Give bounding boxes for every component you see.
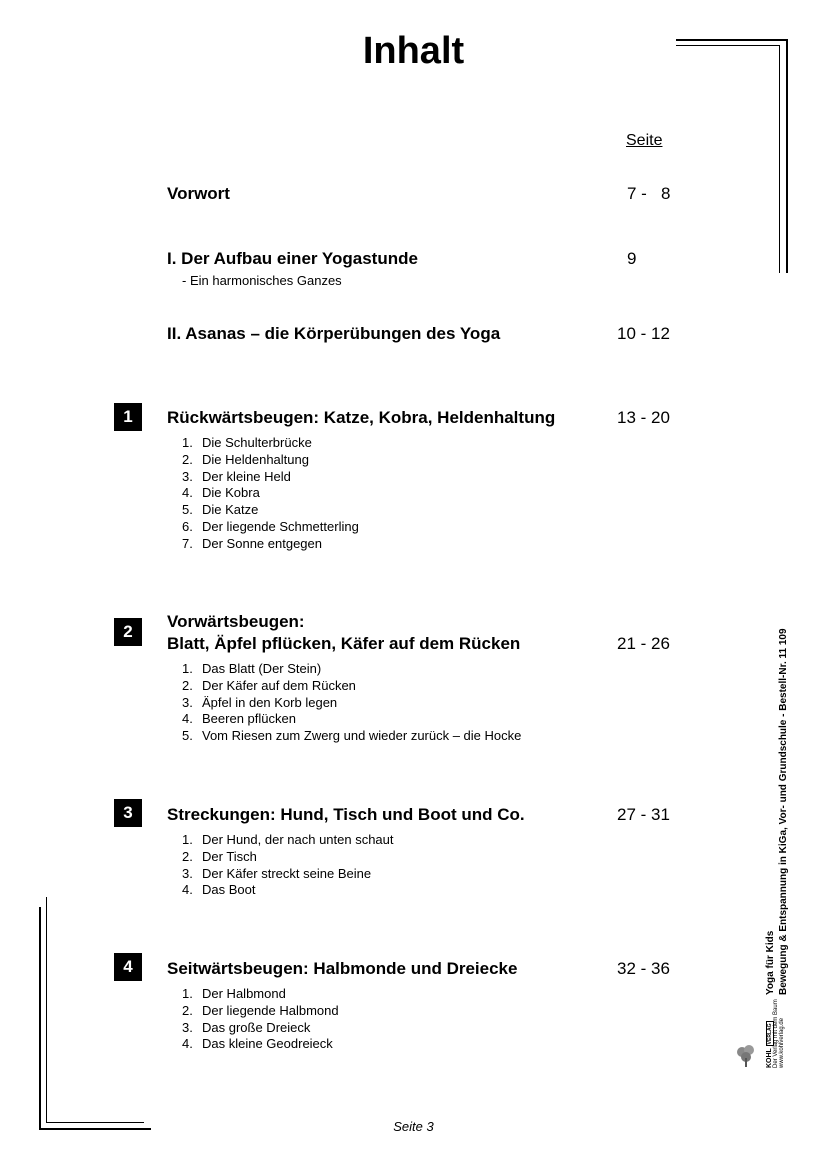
list-item: 1. Das Blatt (Der Stein) — [182, 661, 322, 676]
list-item: 1. Die Schulterbrücke — [182, 435, 312, 450]
chapter-heading: Blatt, Äpfel pflücken, Käfer auf dem Rücken — [167, 634, 521, 653]
chapter-pages: 13 - 20 — [617, 408, 670, 427]
list-item: 4. Beeren pflücken — [182, 711, 296, 727]
logo-tag: VERLAG — [767, 1023, 773, 1045]
list-item: 2. Der Käfer auf dem Rücken — [182, 677, 356, 693]
chapter-pages: 32 - 36 — [617, 959, 670, 978]
chapter-number-badge: 3 — [114, 799, 142, 827]
list-item: 4. Das Boot — [182, 882, 256, 898]
frame-top-right-v1 — [786, 39, 788, 273]
chapter-pages: 21 - 26 — [617, 634, 670, 653]
logo-name: KOHL — [766, 1048, 773, 1068]
chapter-heading: Streckungen: Hund, Tisch und Boot und Co. — [167, 805, 525, 824]
chapter-item-list — [182, 435, 359, 553]
list-item: 2. Der liegende Halbmond — [182, 1002, 339, 1018]
toc-sub-aufbau: - Ein harmonisches Ganzes — [182, 273, 342, 288]
toc-pages-asanas: 10 - 12 — [617, 324, 670, 343]
toc-pages-vorwort: 7 - 8 — [627, 184, 671, 203]
list-item: 5. Vom Riesen zum Zwerg und wieder zurück – die Hocke — [182, 728, 522, 744]
list-item: 3. Der kleine Held — [182, 468, 291, 484]
list-item: 2. Der Tisch — [182, 848, 257, 864]
logo-slogan: Der Verlag mit dem Baum — [773, 999, 779, 1068]
list-item: 1. Der Halbmond — [182, 986, 286, 1001]
chapter-item-list — [182, 661, 521, 745]
page-title: Inhalt — [362, 30, 465, 72]
chapter-heading: Rückwärtsbeugen: Katze, Kobra, Heldenhaltung — [167, 408, 556, 427]
list-item: 2. Die Heldenhaltung — [182, 451, 309, 467]
list-item: 3. Der Käfer streckt seine Beine — [182, 865, 372, 881]
list-item: 6. Der liegende Schmetterling — [182, 518, 359, 534]
sidebar-product-info — [764, 465, 790, 995]
frame-bottom-left-v1 — [39, 907, 41, 1129]
sidebar-title: Yoga für Kids — [765, 930, 776, 995]
chapter-number-badge: 2 — [114, 618, 142, 646]
list-item: 3. Äpfel in den Korb legen — [182, 694, 338, 710]
frame-bottom-left-v2 — [46, 897, 47, 1123]
chapter-number-badge: 4 — [114, 953, 142, 981]
list-item: 4. Das kleine Geodreieck — [182, 1036, 333, 1052]
sidebar-subtitle: Bewegung & Entspannung in KiGa, Vor- und Grundschule - Bestell-Nr. 11 109 — [778, 628, 789, 995]
list-item: 7. Der Sonne entgegen — [182, 535, 322, 551]
frame-top-right-v2 — [779, 45, 780, 273]
chapter-heading-line1: Vorwärtsbeugen: — [167, 612, 305, 631]
logo-url: www.kohlverlag.de — [779, 1017, 785, 1068]
chapter-item-list — [182, 986, 339, 1053]
chapter-pages: 27 - 31 — [617, 805, 670, 824]
tree-icon — [736, 1044, 756, 1068]
list-item: 3. Das große Dreieck — [182, 1019, 311, 1035]
toc-heading-vorwort: Vorwort — [167, 184, 230, 203]
chapter-number-badge: 1 — [114, 403, 142, 431]
list-item: 4. Die Kobra — [182, 485, 260, 501]
seite-column-header: Seite — [626, 132, 663, 149]
publisher-logo — [736, 1000, 786, 1072]
toc-heading-aufbau: I. Der Aufbau einer Yogastunde — [167, 249, 418, 268]
list-item: 1. Der Hund, der nach unten schaut — [182, 832, 394, 847]
list-item: 5. Die Katze — [182, 502, 259, 518]
toc-heading-asanas: II. Asanas – die Körperübungen des Yoga — [167, 324, 501, 343]
toc-pages-aufbau: 9 — [627, 249, 637, 268]
chapter-item-list — [182, 832, 394, 899]
chapter-heading: Seitwärtsbeugen: Halbmonde und Dreiecke — [167, 959, 518, 978]
page-footer: Seite 3 — [393, 1119, 434, 1134]
